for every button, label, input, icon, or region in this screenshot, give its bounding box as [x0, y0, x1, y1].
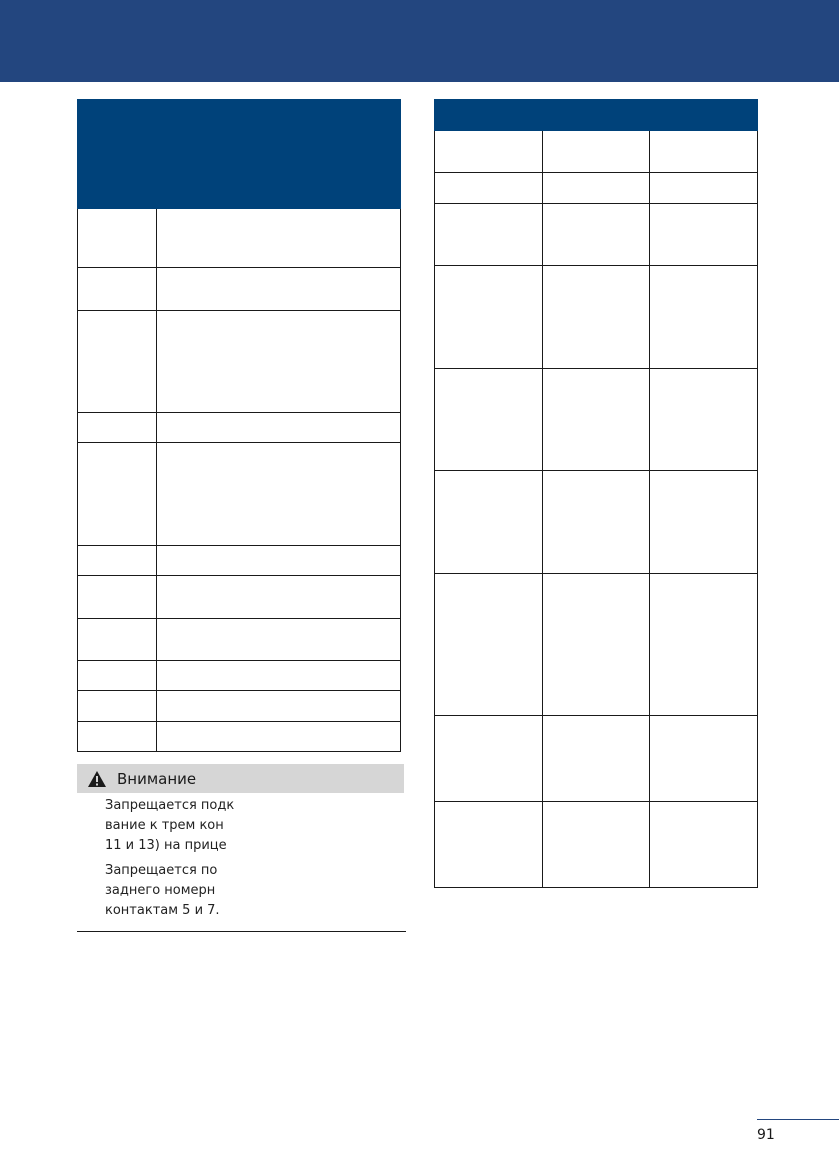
table-cell: [435, 173, 543, 204]
table-row: [435, 131, 758, 173]
page-number: 91: [757, 1127, 775, 1143]
table-cell: [78, 268, 157, 311]
table-cell: [650, 369, 758, 471]
table-cell: [157, 443, 401, 546]
table-row: [435, 574, 758, 716]
table-row: [435, 204, 758, 266]
table-cell: [78, 691, 157, 722]
table-cell: [435, 471, 543, 574]
table-row: [78, 546, 401, 576]
table-cell: [650, 173, 758, 204]
right-table-header-cell: [435, 100, 543, 131]
header-band: [0, 0, 839, 82]
left-table-header-row: [78, 100, 401, 209]
warning-body: [105, 796, 245, 926]
table-cell: [78, 619, 157, 661]
right-table-header-row: [435, 100, 758, 131]
table-cell: [78, 443, 157, 546]
table-cell: [650, 204, 758, 266]
table-cell: [157, 691, 401, 722]
table-cell: [650, 471, 758, 574]
table-cell: [435, 716, 543, 802]
table-cell: [157, 311, 401, 413]
table-cell: [435, 204, 543, 266]
table-row: [435, 266, 758, 369]
table-row: [435, 173, 758, 204]
table-cell: [157, 722, 401, 752]
warning-paragraph: Запрещается по заднего номерн контактам 5 и 7.: [105, 863, 220, 918]
warning-triangle-icon: [87, 770, 107, 788]
table-cell: [78, 546, 157, 576]
table-row: [78, 311, 401, 413]
table-cell: [435, 266, 543, 369]
left-table-header-cell: [78, 100, 157, 209]
warning-header: [77, 764, 404, 793]
table-cell: [435, 369, 543, 471]
table-row: [78, 661, 401, 691]
table-cell: [78, 311, 157, 413]
table-row: [78, 722, 401, 752]
table-cell: [157, 413, 401, 443]
table-cell: [650, 266, 758, 369]
table-cell: [543, 369, 650, 471]
table-cell: [543, 471, 650, 574]
footer-rule: [757, 1119, 839, 1120]
right-table-header-cell: [543, 100, 758, 131]
table-cell: [650, 131, 758, 173]
table-cell: [543, 574, 650, 716]
table-cell: [543, 716, 650, 802]
left-table-header-cell: [157, 100, 401, 209]
table-cell: [435, 574, 543, 716]
table-cell: [157, 209, 401, 268]
table-cell: [78, 576, 157, 619]
warning-bottom-rule: [77, 931, 406, 932]
table-row: [78, 413, 401, 443]
table-row: [435, 369, 758, 471]
table-cell: [543, 204, 650, 266]
table-cell: [78, 722, 157, 752]
table-cell: [157, 576, 401, 619]
table-cell: [435, 802, 543, 888]
table-cell: [157, 546, 401, 576]
table-cell: [157, 268, 401, 311]
table-cell: [543, 802, 650, 888]
table-cell: [78, 661, 157, 691]
table-cell: [78, 413, 157, 443]
warning-title: Внимание: [117, 769, 197, 788]
table-row: [78, 691, 401, 722]
right-table: [434, 99, 758, 888]
table-cell: [650, 574, 758, 716]
table-cell: [157, 619, 401, 661]
table-cell: [78, 209, 157, 268]
table-row: [78, 209, 401, 268]
left-table: [77, 99, 401, 752]
table-row: [78, 443, 401, 546]
table-cell: [650, 716, 758, 802]
table-row: [78, 619, 401, 661]
table-cell: [650, 802, 758, 888]
table-cell: [543, 173, 650, 204]
table-row: [435, 716, 758, 802]
table-cell: [435, 131, 543, 173]
table-cell: [157, 661, 401, 691]
table-row: [435, 471, 758, 574]
table-cell: [543, 131, 650, 173]
table-row: [78, 268, 401, 311]
warning-paragraph: Запрещается подк вание к трем кон 11 и 13) на прице: [105, 798, 235, 853]
table-cell: [543, 266, 650, 369]
table-row: [78, 576, 401, 619]
table-row: [435, 802, 758, 888]
